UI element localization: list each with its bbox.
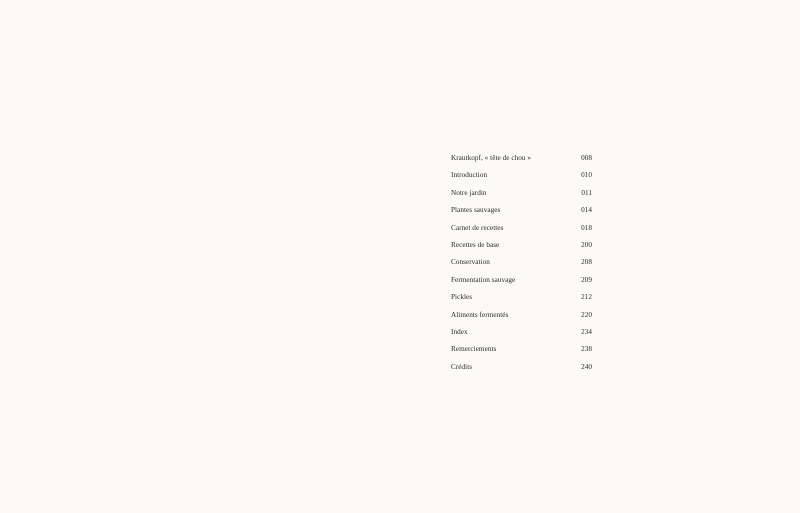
toc-entry-recettes-de-base bbox=[451, 237, 592, 254]
toc-title: Carnet de recettes bbox=[451, 223, 504, 232]
toc-page-number: 011 bbox=[581, 188, 592, 197]
toc-page-number: 238 bbox=[581, 345, 592, 354]
toc-title: Index bbox=[451, 327, 468, 336]
toc-entry-pickles bbox=[451, 289, 592, 306]
toc-entry-conservation bbox=[451, 254, 592, 271]
toc-entry-aliments-fermentes bbox=[451, 307, 592, 324]
toc-entry-credits bbox=[451, 359, 592, 376]
toc-page-number: 200 bbox=[581, 240, 592, 249]
toc-page-number: 240 bbox=[581, 362, 592, 371]
toc-title: Pickles bbox=[451, 293, 473, 302]
toc-page-number: 008 bbox=[581, 154, 592, 162]
toc-page-number: 018 bbox=[581, 223, 592, 232]
toc-entry-remerciements bbox=[451, 341, 592, 358]
toc-entry-notre-jardin bbox=[451, 185, 592, 202]
toc-title: Aliments fermentés bbox=[451, 310, 509, 319]
toc-title: Remerciements bbox=[451, 345, 497, 354]
toc-title: Conservation bbox=[451, 258, 490, 267]
toc-page-number: 209 bbox=[581, 275, 592, 284]
toc-entry-carnet-de-recettes bbox=[451, 220, 592, 237]
toc-entry-fermentation-sauvage bbox=[451, 272, 592, 289]
toc-page-number: 014 bbox=[581, 206, 592, 215]
toc-entry-plantes-sauvages bbox=[451, 202, 592, 219]
toc-title: Plantes sauvages bbox=[451, 206, 501, 215]
toc-page-number: 220 bbox=[581, 310, 592, 319]
toc-title: Introduction bbox=[451, 171, 488, 180]
toc-entry-index bbox=[451, 324, 592, 341]
toc-title: Recettes de base bbox=[451, 240, 500, 249]
toc-title: Crédits bbox=[451, 362, 473, 371]
toc-title: Fermentation sauvage bbox=[451, 275, 516, 284]
toc-page-number: 212 bbox=[581, 293, 592, 302]
toc-title: Notre jardin bbox=[451, 188, 487, 197]
toc-page-number: 234 bbox=[581, 327, 592, 336]
toc-page-number: 208 bbox=[581, 258, 592, 267]
toc-entry-introduction bbox=[451, 167, 592, 184]
table-of-contents bbox=[451, 150, 592, 376]
toc-entry-krautkopf bbox=[451, 150, 592, 167]
toc-title: Krautkopf, « tête de chou » bbox=[451, 154, 531, 162]
toc-page-number: 010 bbox=[581, 171, 592, 180]
